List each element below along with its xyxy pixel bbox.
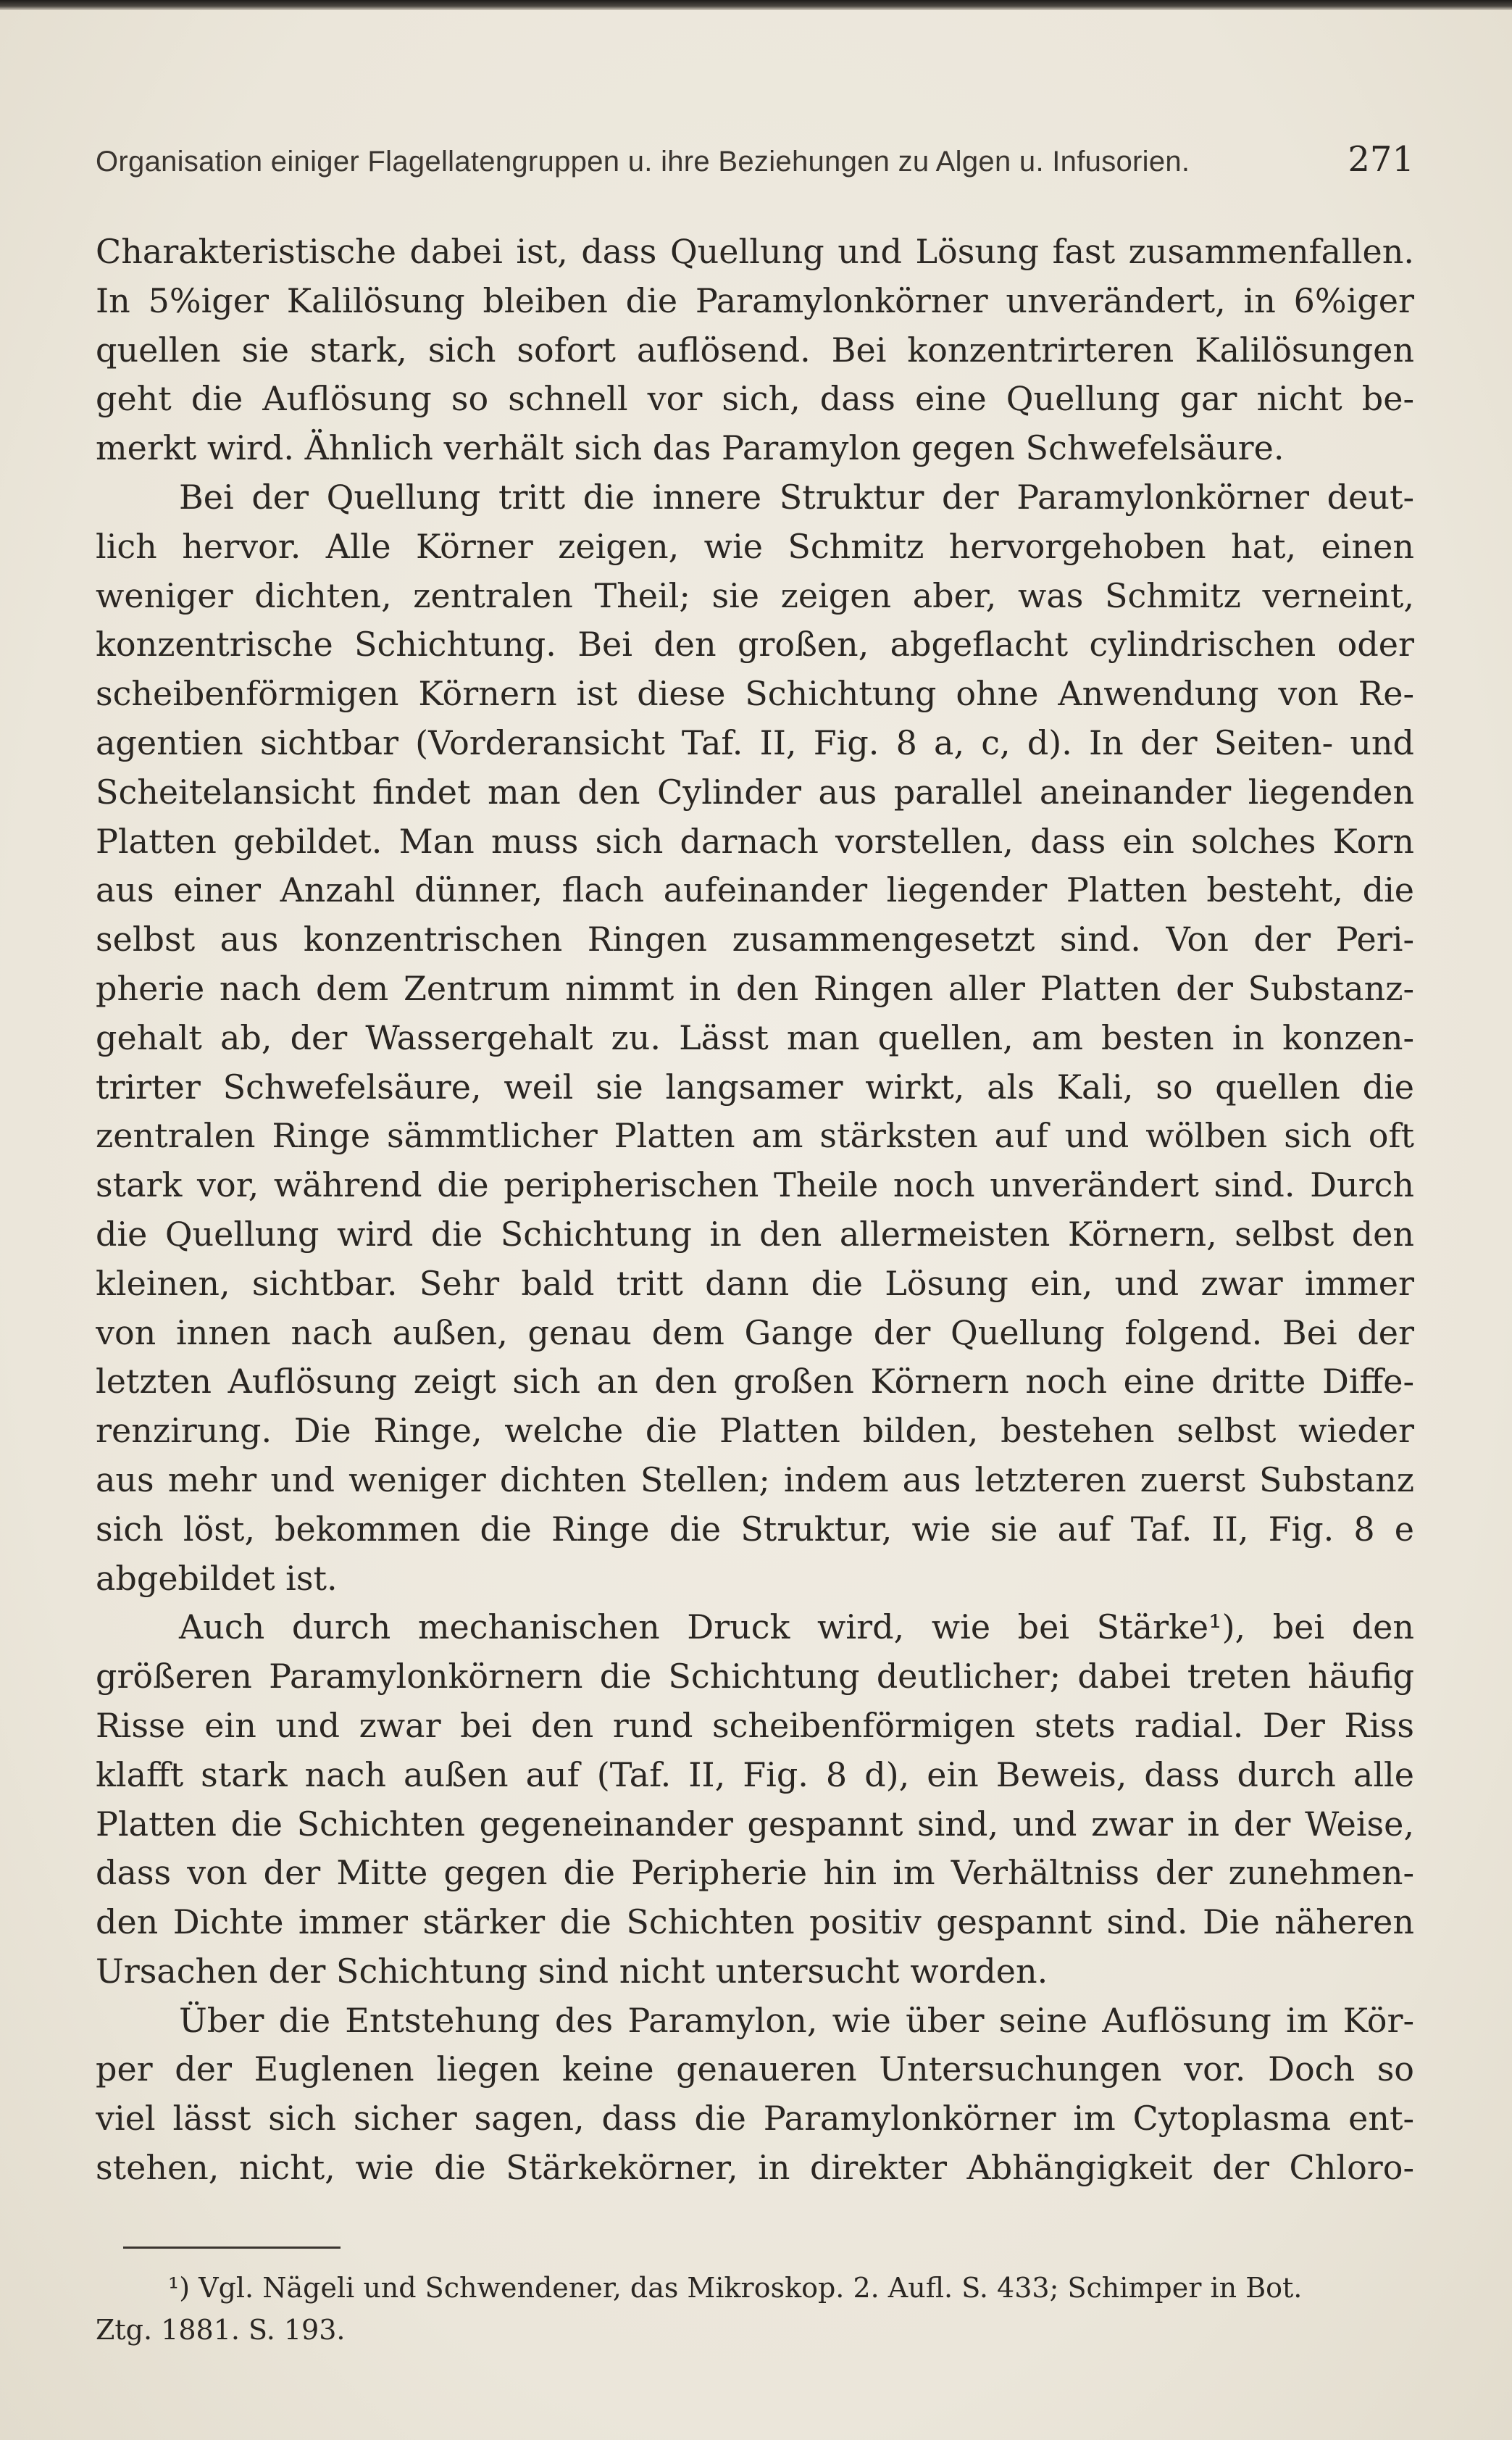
text-line: letzten Auflösung zeigt sich an den großen Körnern noch eine dritte Diffe- xyxy=(96,1362,1414,1402)
text-line: In 5%iger Kalilösung bleiben die Paramylonkörner unverändert, in 6%iger xyxy=(96,280,1414,320)
text-line: pherie nach dem Zentrum nimmt in den Ringen aller Platten der Substanz- xyxy=(96,968,1414,1008)
book-page xyxy=(0,10,1512,2440)
text-line: stehen, nicht, wie die Stärkekörner, in direkter Abhängigkeit der Chloro- xyxy=(96,2148,1414,2188)
text-line: aus einer Anzahl dünner, flach aufeinander liegender Platten besteht, die xyxy=(96,870,1414,910)
text-line: weniger dichten, zentralen Theil; sie zeigen aber, was Schmitz verneint, xyxy=(96,575,1414,615)
text-line: selbst aus konzentrischen Ringen zusammengesetzt sind. Von der Peri- xyxy=(96,920,1414,959)
text-line: viel lässt sich sicher sagen, dass die Paramylonkörner im Cytoplasma ent- xyxy=(96,2099,1414,2139)
text-line: dass von der Mitte gegen die Peripherie hin im Verhältniss der zunehmen- xyxy=(96,1853,1414,1893)
text-line: scheibenförmigen Körnern ist diese Schichtung ohne Anwendung von Re- xyxy=(96,674,1414,714)
text-line: abgebildet ist. xyxy=(96,1558,338,1598)
text-line: agentien sichtbar (Vorderansicht Taf. II, Fig. 8 a, c, d). In der Seiten- und xyxy=(96,723,1414,762)
text-line: merkt wird. Ähnlich verhält sich das Paramylon gegen Schwefelsäure. xyxy=(96,428,1285,468)
page-number: 271 xyxy=(1348,139,1414,180)
footnotes xyxy=(96,2267,1414,2351)
text-line: Risse ein und zwar bei den rund scheibenförmigen stets radial. Der Riss xyxy=(96,1705,1414,1745)
footnote-line: ¹) Vgl. Nägeli und Schwendener, das Mikroskop. 2. Aufl. S. 433; Schimper in Bot. xyxy=(168,2272,1303,2304)
text-line: Scheitelansicht findet man den Cylinder aus parallel aneinander liegenden xyxy=(96,772,1414,812)
text-line: Ursachen der Schichtung sind nicht untersucht worden. xyxy=(96,1951,1048,1991)
text-line: renzirung. Die Ringe, welche die Platten bilden, bestehen selbst wieder xyxy=(96,1411,1414,1451)
footnote-line: Ztg. 1881. S. 193. xyxy=(96,2314,346,2346)
text-line: von innen nach außen, genau dem Gange der Quellung folgend. Bei der xyxy=(96,1312,1414,1352)
footnote-rule xyxy=(123,2247,341,2249)
text-line: gehalt ab, der Wassergehalt zu. Lässt man quellen, am besten in konzen- xyxy=(96,1017,1414,1057)
text-line: Auch durch mechanischen Druck wird, wie bei Stärke¹), bei den xyxy=(179,1607,1414,1647)
text-line: konzentrische Schichtung. Bei den großen, abgeflacht cylindrischen oder xyxy=(96,625,1414,665)
text-line: Charakteristische dabei ist, dass Quellung und Lösung fast zusammenfallen. xyxy=(96,232,1414,271)
text-line: geht die Auflösung so schnell vor sich, dass eine Quellung gar nicht be- xyxy=(96,379,1414,419)
text-line: Bei der Quellung tritt die innere Struktur der Paramylonkörner deut- xyxy=(179,477,1414,517)
text-line: quellen sie stark, sich sofort auflösend. Bei konzentrirteren Kalilösungen xyxy=(96,330,1414,370)
text-line: Platten die Schichten gegeneinander gespannt sind, und zwar in der Weise, xyxy=(96,1804,1414,1844)
text-line: größeren Paramylonkörnern die Schichtung deutlicher; dabei treten häufig xyxy=(96,1657,1414,1696)
text-line: die Quellung wird die Schichtung in den allermeisten Körnern, selbst den xyxy=(96,1214,1414,1254)
text-line: lich hervor. Alle Körner zeigen, wie Schmitz hervorgehoben hat, einen xyxy=(96,526,1414,566)
running-head xyxy=(96,139,1414,197)
scan-top-edge xyxy=(0,0,1512,10)
text-line: kleinen, sichtbar. Sehr bald tritt dann die Lösung ein, und zwar immer xyxy=(96,1263,1414,1303)
text-line: zentralen Ringe sämmtlicher Platten am stärksten auf und wölben sich oft xyxy=(96,1116,1414,1156)
text-line: aus mehr und weniger dichten Stellen; indem aus letzteren zuerst Substanz xyxy=(96,1460,1414,1499)
text-line: trirter Schwefelsäure, weil sie langsamer wirkt, als Kali, so quellen die xyxy=(96,1067,1414,1107)
body-text xyxy=(96,228,1414,2193)
text-line: klafft stark nach außen auf (Taf. II, Fig. 8 d), ein Beweis, dass durch alle xyxy=(96,1754,1414,1794)
text-line: Über die Entstehung des Paramylon, wie über seine Auflösung im Kör- xyxy=(179,2000,1414,2040)
running-head-title: Organisation einiger Flagellatengruppen u. ihre Beziehungen zu Algen u. Infusorien. xyxy=(96,146,1190,178)
text-line: Platten gebildet. Man muss sich darnach vorstellen, dass ein solches Korn xyxy=(96,821,1414,861)
text-line: stark vor, während die peripherischen Theile noch unverändert sind. Durch xyxy=(96,1165,1414,1205)
text-line: sich löst, bekommen die Ringe die Struktur, wie sie auf Taf. II, Fig. 8 e xyxy=(96,1509,1414,1549)
text-line: per der Euglenen liegen keine genaueren Untersuchungen vor. Doch so xyxy=(96,2049,1414,2089)
text-line: den Dichte immer stärker die Schichten positiv gespannt sind. Die näheren xyxy=(96,1902,1414,1942)
